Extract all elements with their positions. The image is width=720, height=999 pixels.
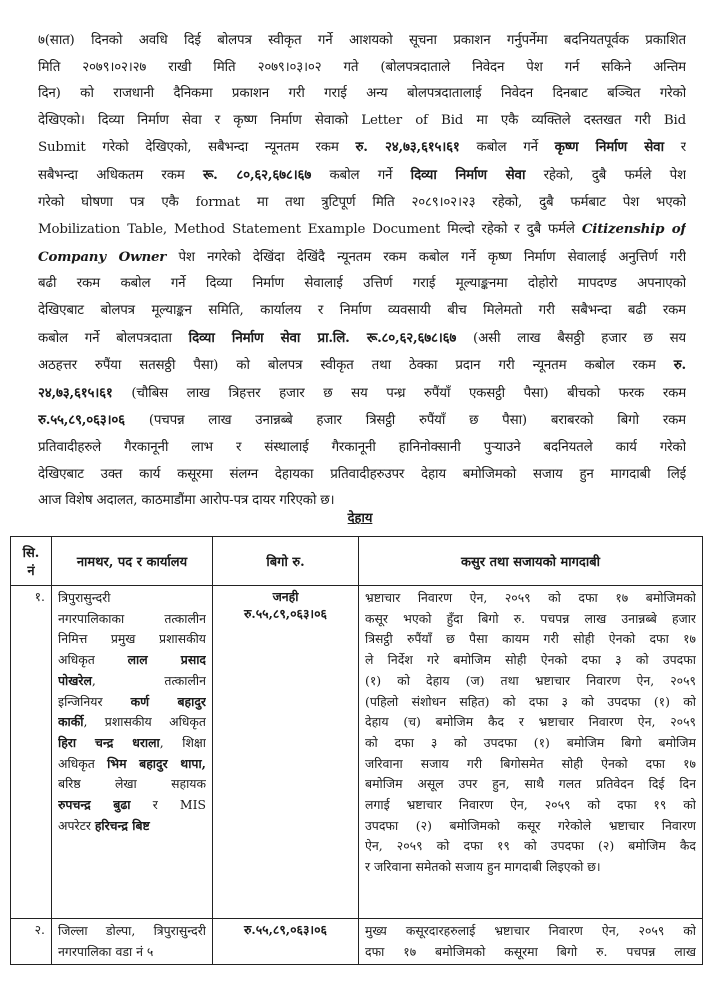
para-line: सबैभन्दा अधिकतम रकम रू. ८०,६२,६७८।६७ कबोल गर्ने दिव्या निर्माण सेवा रहेको, दुबै फर्मले पेश [38, 166, 686, 183]
para-line: रु.५५,८९,०६३।०६ (पचपन्न लाख उनान्नब्बे हजार त्रिसट्ठी रुपैंयाँ छ पैसा) बराबरको बिगो रकम [38, 412, 686, 429]
claim-cell [359, 586, 703, 919]
name-cell [52, 586, 213, 919]
para-line: Company Owner पेश नगरेको देखिंदा देखिंदै न्यूनतम रकम कबोल गर्ने कृष्ण निर्माण सेवालाई अनुत्तिर्ण गरी [38, 248, 686, 265]
name-line: जिल्ला डोल्पा, त्रिपुरासुन्दरी [58, 923, 206, 938]
name-line: इन्जिनियर कर्ण बहादुर [58, 693, 206, 709]
name-line: निमित्त प्रमुख प्रशासकीय [58, 631, 206, 647]
name-line: अधिकृत भिम बहादुर थापा, [58, 755, 206, 771]
claim-line: त्रिसट्ठी रुपैंयाँ छ पैसा कायम गरी सोही ऐनको दफा १७ [365, 631, 696, 647]
name-line: नगरपालिकाका तत्कालीन [58, 610, 206, 626]
claim-line: ले निर्देश गरे बमोजिम सोही ऐनको दफा ३ को उपदफा [365, 652, 696, 668]
para-line: ७(सात) दिनको अवधि दिई बोलपत्र स्वीकृत गर्ने आशयको सूचना प्रकाशन गर्नुपर्नेमा बदनियतपूर्वक प्रकाशित [38, 33, 686, 48]
defendants-table [10, 536, 703, 965]
para-line: Submit गरेको देखिएको, सबैभन्दा न्यूनतम रकम रु. २४,७३,६१५।६१ कबोल गर्ने कृष्ण निर्माण सेवा र [38, 139, 686, 156]
para-line: गरेको घोषणा पत्र एकै format मा तथा त्रुटिपूर्ण मिति २०८९।०२।२३ रहेको, दुबै फर्मबाट पेश भएको [38, 194, 686, 210]
header-name: नामथर, पद र कार्यालय [52, 537, 213, 586]
bigo-cell [213, 586, 359, 919]
serial-number: १. [11, 586, 52, 919]
bigo-cell [213, 919, 359, 965]
para-line: देखिएबाट उक्त कार्य कसूरमा संलग्न देहायका प्रतिवादीहरुउपर देहाय बमोजिमको सजाय हुन मागदाबी लिई [38, 466, 686, 482]
header-serial: सि. नं [11, 537, 52, 586]
name-line: पोखरेल, तत्कालीन [58, 672, 206, 688]
claim-cell [359, 919, 703, 965]
name-line: रुपचन्द्र बुढा र MIS [58, 797, 206, 813]
table-row [11, 586, 703, 919]
para-line: बढी रकम कबोल गर्ने दिव्या निर्माण सेवालाई उत्तिर्ण गराई मूल्याङ्कनमा दोहोरो मापदण्ड अपनाएको [38, 276, 686, 292]
table-header-row [11, 537, 703, 586]
claim-line: उपदफा (२) बमोजिमको कसूर गरेकोले भ्रष्टाचार निवारण [365, 817, 696, 833]
name-line: अपरेटर हरिचन्द्र बिष्ट [58, 817, 150, 833]
claim-line: देहाय (च) बमोजिम कैद र भ्रष्टाचार निवारण ऐन, २०५९ [365, 714, 696, 730]
para-line: २४,७३,६१५।६१ (चौबिस लाख त्रिहत्तर हजार छ सय पन्ध्र रुपैंयाँ एकसट्ठी पैसा) बीचको फरक रकम [38, 384, 686, 401]
claim-line: भ्रष्टाचार निवारण ऐन, २०५९ को दफा १७ बमोजिमको [365, 590, 696, 605]
claim-line: (पहिलो संशोधन सहित) को दफा ३ को उपदफा (१) को [365, 693, 696, 709]
claim-line: र जरिवाना समेतको सजाय हुन मागदाबी लिइएको छ। [365, 859, 601, 875]
header-bigo: बिगो रु. [213, 537, 359, 586]
table-title: देहाय [347, 511, 373, 526]
header-claim: कसुर तथा सजायको मागदाबी [359, 537, 703, 586]
table-row [11, 919, 703, 965]
body-paragraph [38, 28, 686, 515]
name-line: बरिष्ठ लेखा सहायक [58, 776, 206, 792]
name-line: हिरा चन्द्र धराला, शिक्षा [58, 734, 206, 750]
name-line: त्रिपुरासुन्दरी [58, 590, 111, 605]
name-line: अधिकृत लाल प्रसाद [58, 652, 206, 668]
bigo-amount: रु.५५,८९,०६३।०६ [243, 922, 328, 937]
claim-line: मुख्य कसूरदारहरुलाई भ्रष्टाचार निवारण ऐन, २०५९ को [365, 923, 696, 938]
bigo-label: जनही [272, 589, 299, 604]
para-line: दिन) को राजधानी दैनिकमा प्रकाशन गरी गराई अन्य बोलपत्रदातालाई निवेदन दिनबाट बञ्चित गरेको [38, 86, 686, 102]
para-line: मिति २०७९।०२।२७ राखी मिति २०७९।०३।०२ गते (बोलपत्रदाताले निवेदन पेश गर्न सकिने अन्तिम [38, 59, 686, 75]
serial-number: २. [11, 919, 52, 965]
para-line: प्रतिवादीहरुले गैरकानूनी लाभ र संस्थालाई गैरकानूनी हानिनोक्सानी पुऱ्याउने बदनियतले कार्य गरेको [38, 439, 686, 455]
para-line: आज विशेष अदालत, काठमाडौंमा आरोप-पत्र दायर गरिएको छ। [38, 493, 335, 509]
claim-line: कसूर भएको हुँदा बिगो रु. पचपन्न लाख उनान्नब्बे हजार [365, 610, 696, 626]
name-line: कार्की, प्रशासकीय अधिकृत [58, 714, 206, 730]
name-cell [52, 919, 213, 965]
para-line: देखिएबाट बोलपत्र मूल्याङ्कन समिति, कार्यालय र निर्माण व्यवसायी बीच मिलेमतो गरी सबैभन्दा बढी रकम [38, 302, 686, 318]
bigo-amount: रु.५५,८९,०६३।०६ [243, 606, 328, 621]
para-line: Mobilization Table, Method Statement Example Document मिल्दो रहेको र दुबै फर्मले Citizenship of [38, 221, 686, 238]
para-line: अठहत्तर रुपैंया सतसठ्ठी पैसा) को बोलपत्र स्वीकृत तथा ठेक्का प्रदान गरी न्यूनतम कबोल रकम रु. [38, 357, 686, 374]
para-line: देखिएको। दिव्या निर्माण सेवा र कृष्ण निर्माण सेवाको Letter of Bid मा एकै व्यक्तिले दस्तखत गरी Bid [38, 112, 686, 128]
claim-line: दफा १७ बमोजिमको कसूरमा बिगो रु. पचपन्न लाख [365, 943, 696, 959]
claim-line: लगाई भ्रष्टाचार निवारण ऐन, २०५९ को दफा १९ को [365, 797, 696, 813]
claim-line: को दफा ३ को उपदफा (१) बमोजिम बिगो बमोजिम [365, 734, 696, 750]
para-line: कबोल गर्ने बोलपत्रदाता दिव्या निर्माण सेवा प्रा.लि. रू.८०,६२,६७८।६७ (असी लाख बैसठ्ठी हजार छ सय [38, 329, 686, 346]
claim-line: बमोजिम असूल उपर हुन, साथै गलत प्रतिवेदन दिई दिन [365, 776, 696, 792]
claim-line: जरिवाना सजाय गरी बिगोसमेत सोही ऐनको दफा १७ [365, 755, 696, 771]
claim-line: (१) को देहाय (ज) तथा भ्रष्टाचार निवारण ऐन, २०५९ [365, 672, 696, 688]
name-line: नगरपालिका वडा नं ५ [58, 943, 154, 959]
claim-line: ऐन, २०५९ को दफा १९ को उपदफा (२) बमोजिम कैद [365, 838, 696, 854]
